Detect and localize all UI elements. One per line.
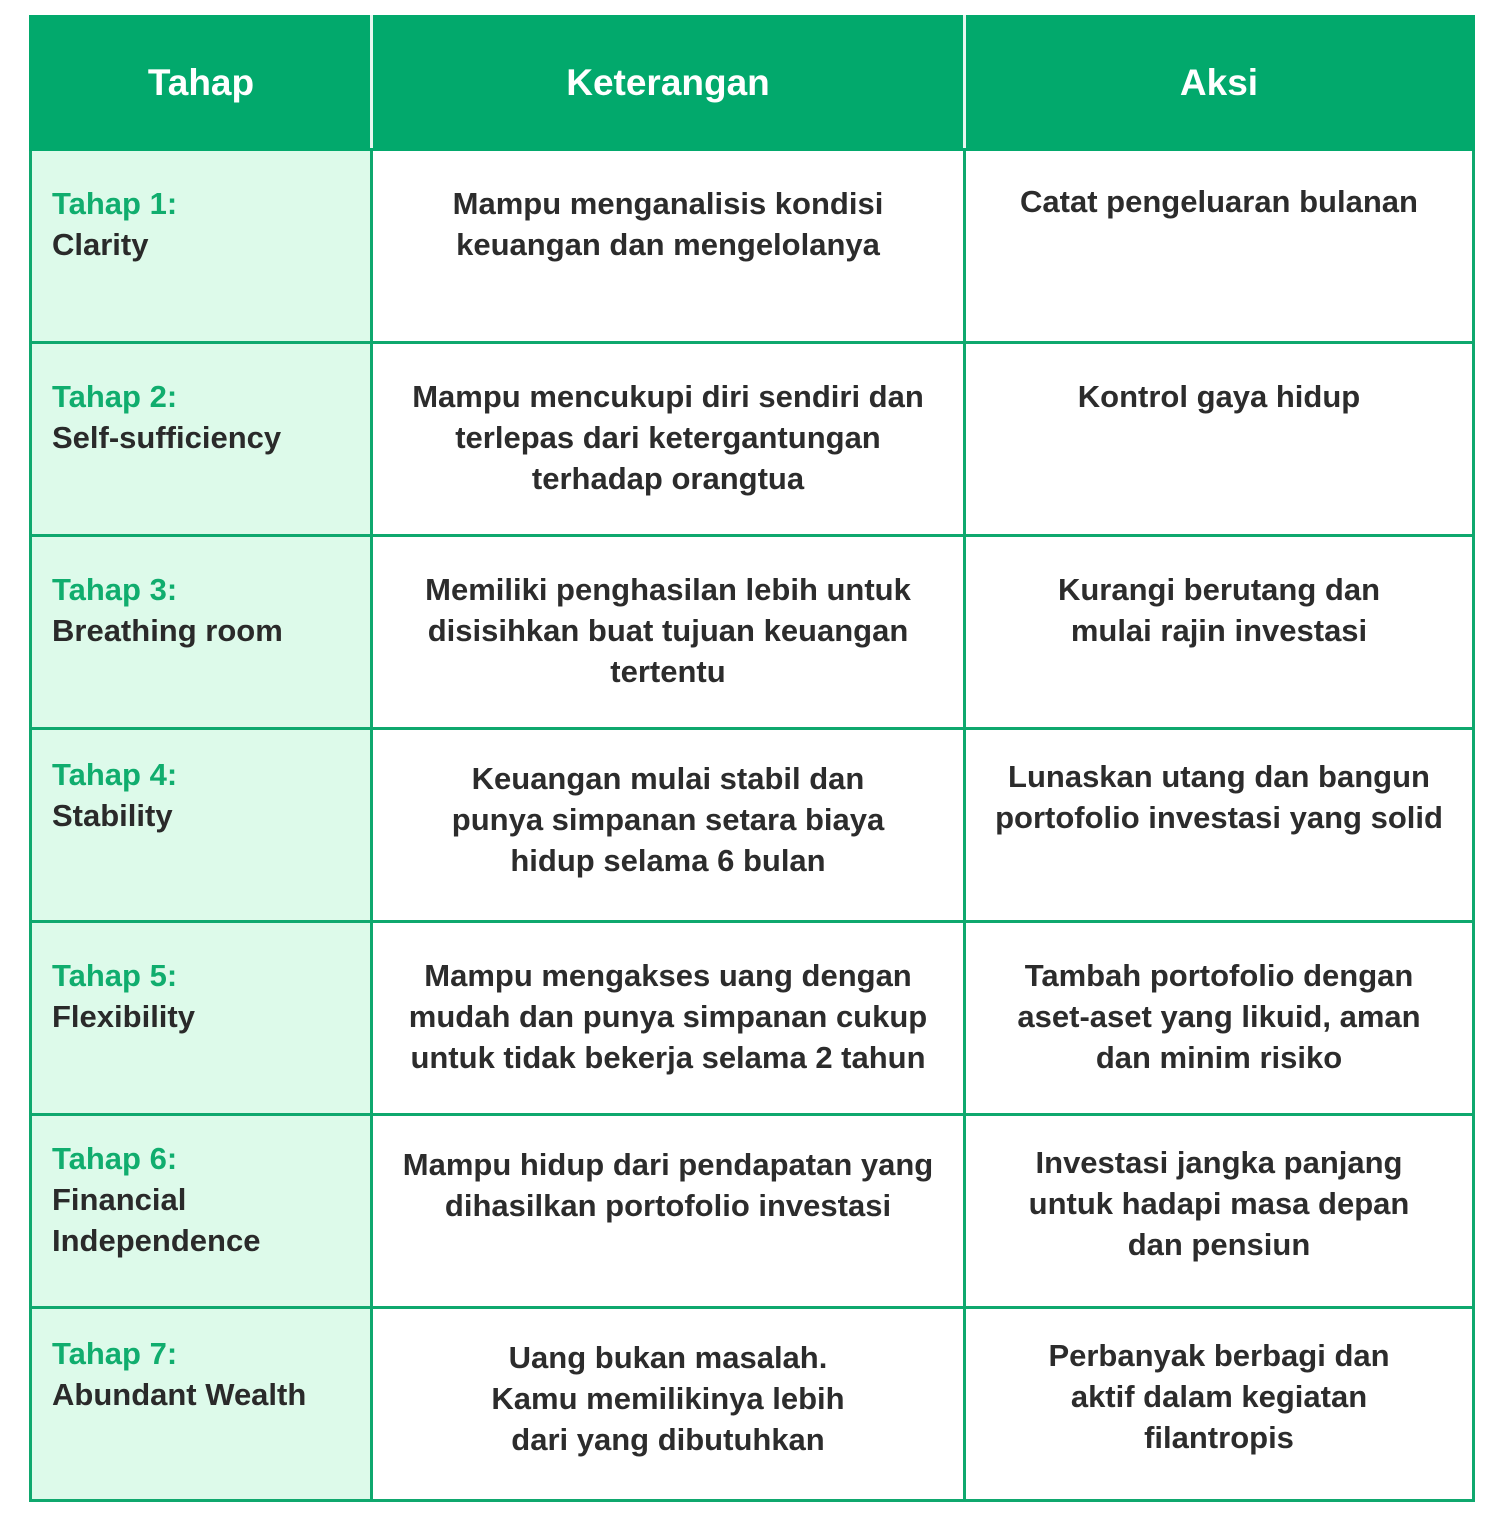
stage-name: Self-sufficiency	[52, 420, 282, 455]
header-row	[31, 17, 1474, 150]
action-cell: Tambah portofolio dengan aset-aset yang likuid, aman dan minim risiko	[965, 922, 1474, 1115]
stage-cell	[31, 1308, 372, 1501]
header-aksi: Aksi	[965, 17, 1474, 150]
stage-label: Tahap 2:	[52, 379, 178, 414]
stage-label: Tahap 7:	[52, 1336, 178, 1371]
table-header	[31, 17, 1474, 150]
financial-stages-table	[29, 15, 1475, 1502]
action-cell: Kurangi berutang dan mulai rajin investasi	[965, 536, 1474, 729]
action-cell: Catat pengeluaran bulanan	[965, 150, 1474, 343]
description-cell: Mampu hidup dari pendapatan yang dihasilkan portofolio investasi	[372, 1115, 965, 1308]
description-cell: Memiliki penghasilan lebih untuk disisihkan buat tujuan keuangan tertentu	[372, 536, 965, 729]
table-row	[31, 729, 1474, 922]
table-row	[31, 343, 1474, 536]
stage-cell	[31, 536, 372, 729]
description-cell: Mampu mengakses uang dengan mudah dan punya simpanan cukup untuk tidak bekerja selama 2 tahun	[372, 922, 965, 1115]
stage-label: Tahap 3:	[52, 572, 178, 607]
header-keterangan: Keterangan	[372, 17, 965, 150]
stage-cell	[31, 1115, 372, 1308]
stage-name: Stability	[52, 798, 173, 833]
stage-name: Clarity	[52, 227, 149, 262]
table-row	[31, 150, 1474, 343]
stage-cell	[31, 922, 372, 1115]
description-cell: Mampu mencukupi diri sendiri dan terlepas dari ketergantungan terhadap orangtua	[372, 343, 965, 536]
table-row	[31, 922, 1474, 1115]
table-row	[31, 1308, 1474, 1501]
stage-name: Breathing room	[52, 613, 283, 648]
header-tahap: Tahap	[31, 17, 372, 150]
stage-cell	[31, 150, 372, 343]
table-row	[31, 536, 1474, 729]
table-row	[31, 1115, 1474, 1308]
description-cell: Keuangan mulai stabil dan punya simpanan setara biaya hidup selama 6 bulan	[372, 729, 965, 922]
action-cell: Lunaskan utang dan bangun portofolio investasi yang solid	[965, 729, 1474, 922]
stage-label: Tahap 1:	[52, 186, 178, 221]
action-cell: Perbanyak berbagi dan aktif dalam kegiatan filantropis	[965, 1308, 1474, 1501]
stage-label: Tahap 6:	[52, 1141, 178, 1176]
stage-name: Abundant Wealth	[52, 1377, 307, 1412]
financial-stages-table-container	[29, 15, 1472, 1501]
description-cell: Mampu menganalisis kondisi keuangan dan mengelolanya	[372, 150, 965, 343]
action-cell: Kontrol gaya hidup	[965, 343, 1474, 536]
stage-cell	[31, 729, 372, 922]
stage-label: Tahap 5:	[52, 958, 178, 993]
action-cell: Investasi jangka panjang untuk hadapi masa depan dan pensiun	[965, 1115, 1474, 1308]
stage-name: Financial Independence	[52, 1182, 261, 1258]
table-body	[31, 150, 1474, 1501]
stage-name: Flexibility	[52, 999, 195, 1034]
description-cell: Uang bukan masalah. Kamu memilikinya lebih dari yang dibutuhkan	[372, 1308, 965, 1501]
stage-label: Tahap 4:	[52, 757, 178, 792]
stage-cell	[31, 343, 372, 536]
